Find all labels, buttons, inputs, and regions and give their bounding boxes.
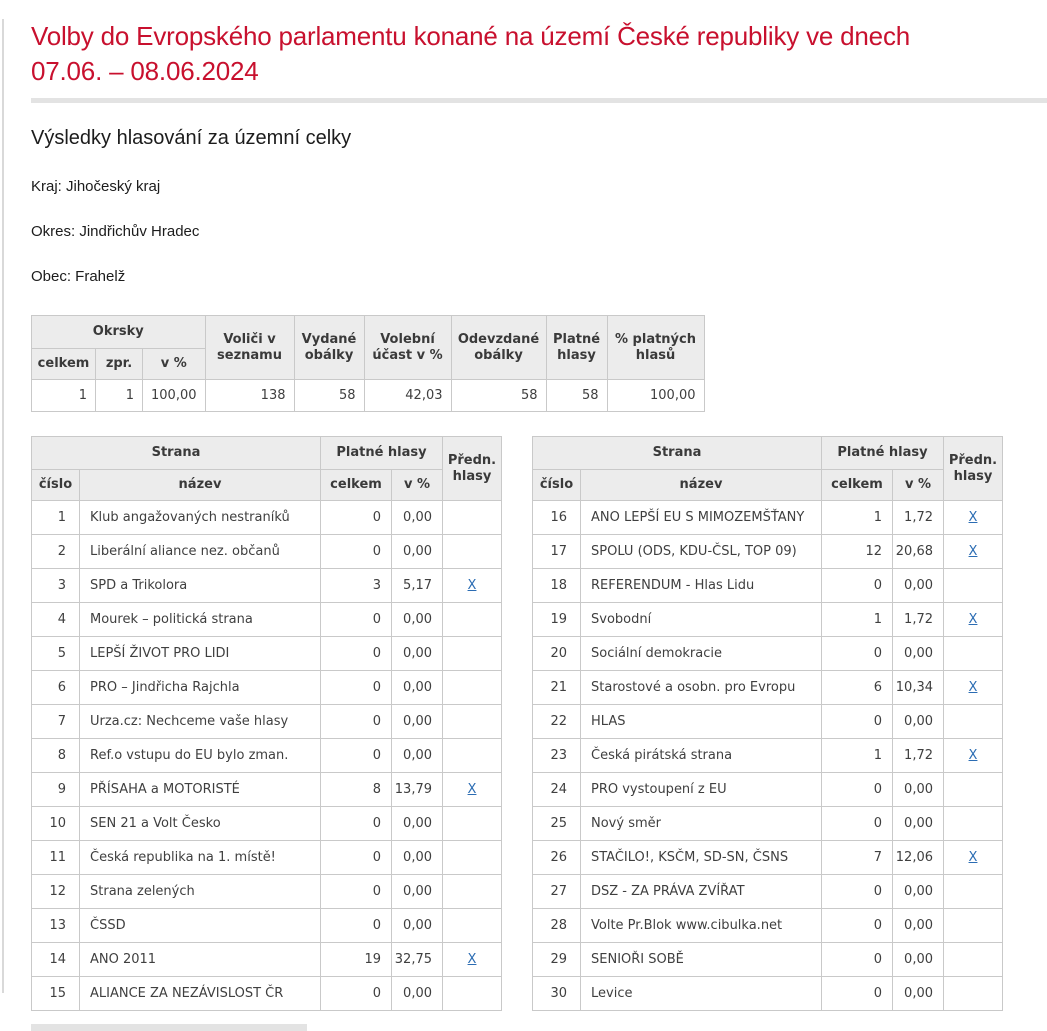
party-votes-total: 0 xyxy=(822,909,893,943)
turnout-summary-table xyxy=(31,315,705,412)
party-row xyxy=(533,637,1003,671)
party-number: 5 xyxy=(32,637,80,671)
header-v-pct: v % xyxy=(392,470,443,501)
party-name: Strana zelených xyxy=(80,875,321,909)
preferential-votes-link[interactable]: X xyxy=(467,578,477,593)
party-name: ČSSD xyxy=(80,909,321,943)
party-votes-pct: 0,00 xyxy=(893,943,944,977)
party-pref-cell xyxy=(944,909,1003,943)
header-strana: Strana xyxy=(32,437,321,470)
party-votes-total: 0 xyxy=(321,807,392,841)
party-number: 28 xyxy=(533,909,581,943)
party-pref-cell xyxy=(443,705,502,739)
summary-value: 58 xyxy=(546,380,607,412)
party-pref-cell xyxy=(944,875,1003,909)
party-pref-cell xyxy=(443,637,502,671)
party-votes-total: 0 xyxy=(321,535,392,569)
party-row xyxy=(533,909,1003,943)
party-number: 14 xyxy=(32,943,80,977)
party-name: Liberální aliance nez. občanů xyxy=(80,535,321,569)
party-votes-total: 0 xyxy=(822,637,893,671)
party-pref-cell xyxy=(944,705,1003,739)
party-name: Mourek – politická strana xyxy=(80,603,321,637)
party-row xyxy=(533,977,1003,1011)
header-nazev: název xyxy=(80,470,321,501)
party-votes-pct: 0,00 xyxy=(893,705,944,739)
preferential-votes-link[interactable]: X xyxy=(968,510,978,525)
party-votes-total: 0 xyxy=(822,705,893,739)
party-row xyxy=(32,637,502,671)
party-name: PRO – Jindřicha Rajchla xyxy=(80,671,321,705)
party-pref-cell xyxy=(944,841,1003,875)
party-number: 16 xyxy=(533,501,581,535)
party-pref-cell xyxy=(443,671,502,705)
party-name: SENIOŘI SOBĚ xyxy=(581,943,822,977)
header-cislo: číslo xyxy=(533,470,581,501)
party-number: 29 xyxy=(533,943,581,977)
party-pref-cell xyxy=(443,501,502,535)
party-row xyxy=(32,705,502,739)
header-okrsky: Okrsky xyxy=(32,316,206,349)
party-pref-cell xyxy=(443,603,502,637)
party-pref-cell xyxy=(944,535,1003,569)
party-number: 13 xyxy=(32,909,80,943)
party-name: Urza.cz: Nechceme vaše hlasy xyxy=(80,705,321,739)
header-predn-hlasy: Předn. hlasy xyxy=(443,437,502,501)
region-okres: Okres: Jindřichův Hradec xyxy=(31,223,200,240)
preferential-votes-link[interactable]: X xyxy=(467,952,477,967)
party-votes-pct: 12,06 xyxy=(893,841,944,875)
party-votes-pct: 0,00 xyxy=(893,909,944,943)
party-name: Starostové a osobn. pro Evropu xyxy=(581,671,822,705)
summary-value: 100,00 xyxy=(607,380,704,412)
party-name: DSZ - ZA PRÁVA ZVÍŘAT xyxy=(581,875,822,909)
party-number: 1 xyxy=(32,501,80,535)
party-name: SPOLU (ODS, KDU-ČSL, TOP 09) xyxy=(581,535,822,569)
party-votes-total: 0 xyxy=(822,977,893,1011)
party-votes-pct: 1,72 xyxy=(893,603,944,637)
party-pref-cell xyxy=(944,603,1003,637)
party-pref-cell xyxy=(443,841,502,875)
party-row xyxy=(533,841,1003,875)
party-number: 27 xyxy=(533,875,581,909)
party-votes-pct: 0,00 xyxy=(392,807,443,841)
party-row xyxy=(533,535,1003,569)
party-votes-pct: 0,00 xyxy=(893,807,944,841)
party-votes-pct: 0,00 xyxy=(392,841,443,875)
party-votes-total: 0 xyxy=(321,603,392,637)
party-votes-pct: 0,00 xyxy=(893,875,944,909)
party-votes-total: 6 xyxy=(822,671,893,705)
party-votes-total: 0 xyxy=(822,943,893,977)
party-name: SEN 21 a Volt Česko xyxy=(80,807,321,841)
preferential-votes-link[interactable]: X xyxy=(968,612,978,627)
party-name: ANO 2011 xyxy=(80,943,321,977)
party-votes-total: 1 xyxy=(822,603,893,637)
party-row xyxy=(32,807,502,841)
party-number: 6 xyxy=(32,671,80,705)
party-number: 8 xyxy=(32,739,80,773)
party-number: 4 xyxy=(32,603,80,637)
header-odevzdane-obalky: Odevzdané obálky xyxy=(451,316,546,380)
party-votes-total: 0 xyxy=(321,501,392,535)
party-number: 23 xyxy=(533,739,581,773)
party-votes-pct: 0,00 xyxy=(893,569,944,603)
header-celkem: celkem xyxy=(822,470,893,501)
preferential-votes-link[interactable]: X xyxy=(968,680,978,695)
party-pref-cell xyxy=(944,671,1003,705)
party-pref-cell xyxy=(944,773,1003,807)
summary-value: 138 xyxy=(205,380,294,412)
party-number: 11 xyxy=(32,841,80,875)
party-votes-total: 8 xyxy=(321,773,392,807)
party-votes-total: 1 xyxy=(822,501,893,535)
party-number: 24 xyxy=(533,773,581,807)
party-votes-pct: 0,00 xyxy=(392,977,443,1011)
party-votes-total: 3 xyxy=(321,569,392,603)
party-pref-cell xyxy=(944,569,1003,603)
results-page xyxy=(0,19,1047,1031)
party-votes-total: 0 xyxy=(822,773,893,807)
party-votes-total: 0 xyxy=(321,671,392,705)
party-number: 25 xyxy=(533,807,581,841)
header-platne-hlasy: Platné hlasy xyxy=(321,437,443,470)
party-number: 18 xyxy=(533,569,581,603)
summary-value: 58 xyxy=(451,380,546,412)
party-row xyxy=(533,807,1003,841)
party-votes-pct: 0,00 xyxy=(392,501,443,535)
party-name: ALIANCE ZA NEZÁVISLOST ČR xyxy=(80,977,321,1011)
header-okrsky-zpr: zpr. xyxy=(96,349,143,380)
party-pref-cell xyxy=(443,875,502,909)
party-pref-cell xyxy=(443,807,502,841)
preferential-votes-link[interactable]: X xyxy=(467,782,477,797)
page-left-border xyxy=(2,19,4,993)
party-number: 17 xyxy=(533,535,581,569)
party-number: 20 xyxy=(533,637,581,671)
party-number: 15 xyxy=(32,977,80,1011)
party-pref-cell xyxy=(944,943,1003,977)
party-votes-total: 0 xyxy=(321,637,392,671)
header-okrsky-v-pct: v % xyxy=(143,349,206,380)
top-divider xyxy=(31,98,1047,103)
party-row xyxy=(533,603,1003,637)
party-votes-total: 0 xyxy=(321,705,392,739)
party-votes-total: 0 xyxy=(321,739,392,773)
party-votes-pct: 0,00 xyxy=(893,637,944,671)
party-row xyxy=(533,943,1003,977)
party-votes-pct: 0,00 xyxy=(392,705,443,739)
party-name: Levice xyxy=(581,977,822,1011)
party-votes-total: 0 xyxy=(822,875,893,909)
section-heading: Výsledky hlasování za územní celky xyxy=(31,127,352,149)
party-votes-total: 0 xyxy=(321,875,392,909)
region-obec: Obec: Frahelž xyxy=(31,268,126,285)
party-votes-total: 0 xyxy=(321,841,392,875)
party-row xyxy=(32,909,502,943)
party-number: 10 xyxy=(32,807,80,841)
party-pref-cell xyxy=(443,569,502,603)
party-name: HLAS xyxy=(581,705,822,739)
party-votes-pct: 0,00 xyxy=(392,603,443,637)
party-pref-cell xyxy=(944,637,1003,671)
party-votes-total: 19 xyxy=(321,943,392,977)
preferential-votes-link[interactable]: X xyxy=(968,850,978,865)
party-pref-cell xyxy=(443,977,502,1011)
party-name: REFERENDUM - Hlas Lidu xyxy=(581,569,822,603)
party-pref-cell xyxy=(443,943,502,977)
region-kraj: Kraj: Jihočeský kraj xyxy=(31,178,161,195)
party-votes-pct: 0,00 xyxy=(392,875,443,909)
summary-value: 100,00 xyxy=(143,380,206,412)
party-votes-pct: 32,75 xyxy=(392,943,443,977)
party-name: Sociální demokracie xyxy=(581,637,822,671)
party-name: ANO LEPŠÍ EU S MIMOZEMŠŤANY xyxy=(581,501,822,535)
header-cislo: číslo xyxy=(32,470,80,501)
summary-value: 1 xyxy=(32,380,96,412)
party-number: 2 xyxy=(32,535,80,569)
party-row xyxy=(32,671,502,705)
summary-value: 1 xyxy=(96,380,143,412)
header-platne-hlasy: Platné hlasy xyxy=(546,316,607,380)
party-votes-pct: 0,00 xyxy=(392,535,443,569)
party-row xyxy=(32,535,502,569)
party-votes-total: 0 xyxy=(822,569,893,603)
party-row xyxy=(533,671,1003,705)
party-name: Česká pirátská strana xyxy=(581,739,822,773)
party-row xyxy=(32,841,502,875)
party-number: 12 xyxy=(32,875,80,909)
party-name: Volte Pr.Blok www.cibulka.net xyxy=(581,909,822,943)
party-pref-cell xyxy=(944,977,1003,1011)
bottom-divider xyxy=(31,1024,307,1031)
party-votes-pct: 0,00 xyxy=(392,909,443,943)
party-pref-cell xyxy=(443,773,502,807)
party-row xyxy=(533,501,1003,535)
party-row xyxy=(533,773,1003,807)
preferential-votes-link[interactable]: X xyxy=(968,544,978,559)
party-number: 19 xyxy=(533,603,581,637)
party-row xyxy=(533,875,1003,909)
party-number: 30 xyxy=(533,977,581,1011)
party-row xyxy=(32,603,502,637)
header-nazev: název xyxy=(581,470,822,501)
party-name: Česká republika na 1. místě! xyxy=(80,841,321,875)
header-vydane-obalky: Vydané obálky xyxy=(294,316,364,380)
party-votes-pct: 0,00 xyxy=(392,671,443,705)
party-row xyxy=(32,739,502,773)
summary-value: 42,03 xyxy=(364,380,451,412)
party-row xyxy=(32,773,502,807)
party-number: 22 xyxy=(533,705,581,739)
party-votes-pct: 20,68 xyxy=(893,535,944,569)
party-number: 9 xyxy=(32,773,80,807)
party-name: PRO vystoupení z EU xyxy=(581,773,822,807)
party-votes-total: 1 xyxy=(822,739,893,773)
header-predn-hlasy: Předn. hlasy xyxy=(944,437,1003,501)
party-votes-total: 0 xyxy=(822,807,893,841)
party-name: STAČILO!, KSČM, SD-SN, ČSNS xyxy=(581,841,822,875)
party-votes-total: 0 xyxy=(321,909,392,943)
party-results-table-right xyxy=(532,436,1003,1011)
party-pref-cell xyxy=(443,739,502,773)
party-name: Klub angažovaných nestraníků xyxy=(80,501,321,535)
party-row xyxy=(533,705,1003,739)
party-name: SPD a Trikolora xyxy=(80,569,321,603)
party-pref-cell xyxy=(944,739,1003,773)
party-results-table-left xyxy=(31,436,502,1011)
party-votes-total: 12 xyxy=(822,535,893,569)
header-pct-platnych-hlasu: % platných hlasů xyxy=(607,316,704,380)
party-row xyxy=(32,569,502,603)
party-votes-pct: 10,34 xyxy=(893,671,944,705)
summary-value: 58 xyxy=(294,380,364,412)
party-pref-cell xyxy=(443,535,502,569)
header-platne-hlasy: Platné hlasy xyxy=(822,437,944,470)
header-okrsky-celkem: celkem xyxy=(32,349,96,380)
party-number: 26 xyxy=(533,841,581,875)
party-votes-pct: 1,72 xyxy=(893,501,944,535)
header-v-pct: v % xyxy=(893,470,944,501)
summary-row xyxy=(32,380,705,412)
party-number: 3 xyxy=(32,569,80,603)
preferential-votes-link[interactable]: X xyxy=(968,748,978,763)
party-pref-cell xyxy=(944,807,1003,841)
party-tables xyxy=(31,436,1047,1011)
party-votes-total: 7 xyxy=(822,841,893,875)
header-volici-v-seznamu: Voliči v seznamu xyxy=(205,316,294,380)
party-row xyxy=(32,875,502,909)
party-name: Ref.o vstupu do EU bylo zman. xyxy=(80,739,321,773)
party-votes-pct: 1,72 xyxy=(893,739,944,773)
header-celkem: celkem xyxy=(321,470,392,501)
party-row xyxy=(533,739,1003,773)
party-row xyxy=(32,943,502,977)
party-name: LEPŠÍ ŽIVOT PRO LIDI xyxy=(80,637,321,671)
party-number: 7 xyxy=(32,705,80,739)
party-name: Nový směr xyxy=(581,807,822,841)
party-name: Svobodní xyxy=(581,603,822,637)
party-votes-pct: 0,00 xyxy=(893,977,944,1011)
party-row xyxy=(533,569,1003,603)
party-votes-pct: 0,00 xyxy=(392,739,443,773)
party-pref-cell xyxy=(944,501,1003,535)
party-votes-pct: 0,00 xyxy=(893,773,944,807)
header-strana: Strana xyxy=(533,437,822,470)
page-title: Volby do Evropského parlamentu konané na území České republiky ve dnech 07.06. – 08.06.2024 xyxy=(31,21,911,86)
party-row xyxy=(32,501,502,535)
party-name: PŘÍSAHA a MOTORISTÉ xyxy=(80,773,321,807)
party-votes-total: 0 xyxy=(321,977,392,1011)
party-votes-pct: 0,00 xyxy=(392,637,443,671)
party-pref-cell xyxy=(443,909,502,943)
header-volebni-ucast: Volební účast v % xyxy=(364,316,451,380)
party-row xyxy=(32,977,502,1011)
party-votes-pct: 13,79 xyxy=(392,773,443,807)
party-number: 21 xyxy=(533,671,581,705)
party-votes-pct: 5,17 xyxy=(392,569,443,603)
